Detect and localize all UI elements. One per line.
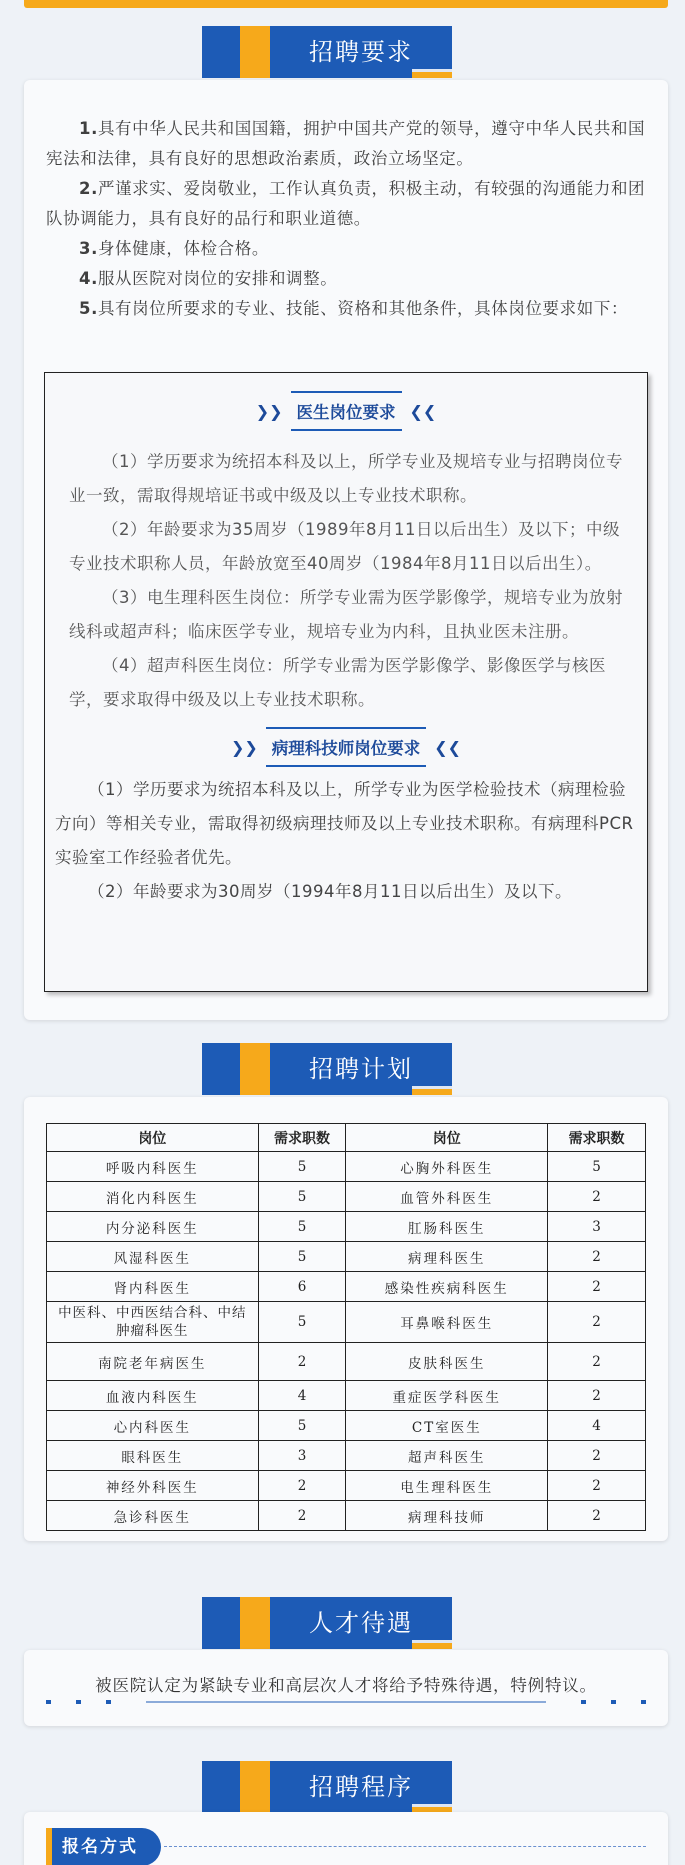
position-cell: 电生理科医生 bbox=[346, 1471, 548, 1501]
chevron-left-icon: ❮❮ bbox=[434, 737, 462, 757]
table-row bbox=[47, 1343, 646, 1381]
pathology-requirement: （2）年龄要求为30周岁（1994年8月11日以后出生）及以下。 bbox=[88, 882, 572, 901]
position-cell: CT室医生 bbox=[346, 1411, 548, 1441]
pathology-subtitle: ❯❯ 病理科技师岗位要求 ❮❮ bbox=[45, 727, 647, 767]
count-cell: 2 bbox=[548, 1302, 646, 1343]
position-cell: 急诊科医生 bbox=[47, 1501, 259, 1531]
count-cell: 2 bbox=[548, 1471, 646, 1501]
position-cell: 内分泌科医生 bbox=[47, 1212, 259, 1242]
position-cell: 南院老年病医生 bbox=[47, 1343, 259, 1381]
table-row bbox=[47, 1411, 646, 1441]
doctor-requirement: （2）年龄要求为35周岁（1989年8月11日以后出生）及以下；中级专业技术职称人员，年龄放宽至40周岁（1984年8月11日以后出生）。 bbox=[69, 520, 620, 573]
signup-label: 报名方式 bbox=[62, 1837, 138, 1857]
position-cell: 重症医学科医生 bbox=[346, 1381, 548, 1411]
requirement-item: 5.具有岗位所要求的专业、技能、资格和其他条件，具体岗位要求如下： bbox=[79, 299, 629, 318]
column-header: 需求职数 bbox=[258, 1124, 346, 1152]
table-row bbox=[47, 1381, 646, 1411]
position-cell: 心胸外科医生 bbox=[346, 1152, 548, 1182]
requirement-item: 4.服从医院对岗位的安排和调整。 bbox=[79, 269, 338, 288]
chevron-right-icon: ❯❯ bbox=[255, 401, 283, 421]
count-cell: 5 bbox=[258, 1411, 346, 1441]
table-row bbox=[47, 1212, 646, 1242]
count-cell: 2 bbox=[548, 1441, 646, 1471]
count-cell: 6 bbox=[258, 1272, 346, 1302]
table-header-row bbox=[47, 1124, 646, 1152]
position-cell: 肾内科医生 bbox=[47, 1272, 259, 1302]
table-row bbox=[47, 1441, 646, 1471]
table-row bbox=[47, 1302, 646, 1343]
position-cell: 皮肤科医生 bbox=[346, 1343, 548, 1381]
column-header: 需求职数 bbox=[548, 1124, 646, 1152]
requirements-card bbox=[24, 80, 668, 1020]
section-title: 人才待遇 bbox=[309, 1609, 413, 1637]
position-requirements-box bbox=[44, 372, 648, 992]
position-cell: 风湿科医生 bbox=[47, 1242, 259, 1272]
requirement-item: 1.具有中华人民共和国国籍，拥护中国共产党的领导，遵守中华人民共和国宪法和法律，具有良好的思想政治素质，政治立场坚定。 bbox=[46, 119, 646, 168]
decorative-dotted-line bbox=[46, 1700, 646, 1704]
table-row bbox=[47, 1182, 646, 1212]
section-header-talent bbox=[202, 1597, 452, 1649]
count-cell: 2 bbox=[258, 1501, 346, 1531]
count-cell: 2 bbox=[548, 1272, 646, 1302]
plan-table bbox=[46, 1123, 646, 1531]
position-cell: 中医科、中西医结合科、中结肿瘤科医生 bbox=[47, 1302, 259, 1343]
requirements-list bbox=[24, 80, 668, 324]
position-cell: 呼吸内科医生 bbox=[47, 1152, 259, 1182]
position-cell: 消化内科医生 bbox=[47, 1182, 259, 1212]
section-title: 招聘要求 bbox=[309, 38, 413, 66]
chevron-right-icon: ❯❯ bbox=[230, 737, 258, 757]
requirement-item: 3.身体健康，体检合格。 bbox=[79, 239, 269, 258]
position-cell: 血管外科医生 bbox=[346, 1182, 548, 1212]
chevron-left-icon: ❮❮ bbox=[409, 401, 437, 421]
talent-text: 被医院认定为紧缺专业和高层次人才将给予特殊待遇，特例特议。 bbox=[95, 1676, 597, 1695]
position-cell: 病理科技师 bbox=[346, 1501, 548, 1531]
table-row bbox=[47, 1471, 646, 1501]
section-header-plan bbox=[202, 1043, 452, 1095]
count-cell: 5 bbox=[258, 1302, 346, 1343]
section-header-requirements bbox=[202, 26, 452, 78]
count-cell: 4 bbox=[258, 1381, 346, 1411]
dashed-divider bbox=[164, 1846, 646, 1847]
table-row bbox=[47, 1152, 646, 1182]
talent-card bbox=[24, 1650, 668, 1726]
count-cell: 2 bbox=[548, 1501, 646, 1531]
count-cell: 4 bbox=[548, 1411, 646, 1441]
count-cell: 2 bbox=[258, 1343, 346, 1381]
doctor-requirement: （1）学历要求为统招本科及以上，所学专业及规培专业与招聘岗位专业一致，需取得规培证书或中级及以上专业技术职称。 bbox=[69, 452, 623, 505]
column-header: 岗位 bbox=[47, 1124, 259, 1152]
table-row bbox=[47, 1242, 646, 1272]
count-cell: 5 bbox=[258, 1182, 346, 1212]
count-cell: 5 bbox=[258, 1212, 346, 1242]
position-cell: 眼科医生 bbox=[47, 1441, 259, 1471]
section-title: 招聘程序 bbox=[309, 1773, 413, 1801]
position-cell: 神经外科医生 bbox=[47, 1471, 259, 1501]
signup-card bbox=[24, 1812, 668, 1865]
count-cell: 5 bbox=[258, 1152, 346, 1182]
table-row bbox=[47, 1272, 646, 1302]
count-cell: 2 bbox=[548, 1182, 646, 1212]
count-cell: 3 bbox=[548, 1212, 646, 1242]
position-cell: 超声科医生 bbox=[346, 1441, 548, 1471]
count-cell: 5 bbox=[258, 1242, 346, 1272]
position-cell: 耳鼻喉科医生 bbox=[346, 1302, 548, 1343]
count-cell: 5 bbox=[548, 1152, 646, 1182]
position-cell: 心内科医生 bbox=[47, 1411, 259, 1441]
column-header: 岗位 bbox=[346, 1124, 548, 1152]
count-cell: 2 bbox=[548, 1381, 646, 1411]
doctor-requirement: （4）超声科医生岗位：所学专业需为医学影像学、影像医学与核医学，要求取得中级及以上专业技术职称。 bbox=[69, 656, 606, 709]
table-row bbox=[47, 1501, 646, 1531]
signup-method-tag bbox=[46, 1828, 161, 1865]
position-cell: 肛肠科医生 bbox=[346, 1212, 548, 1242]
position-cell: 血液内科医生 bbox=[47, 1381, 259, 1411]
position-cell: 感染性疾病科医生 bbox=[346, 1272, 548, 1302]
count-cell: 3 bbox=[258, 1441, 346, 1471]
count-cell: 2 bbox=[548, 1242, 646, 1272]
section-header-procedure bbox=[202, 1761, 452, 1813]
top-accent-bar bbox=[24, 0, 668, 8]
count-cell: 2 bbox=[548, 1343, 646, 1381]
doctor-subtitle: ❯❯ 医生岗位要求 ❮❮ bbox=[45, 391, 647, 431]
requirement-item: 2.严谨求实、爱岗敬业，工作认真负责，积极主动，有较强的沟通能力和团队协调能力，具有良好的品行和职业道德。 bbox=[46, 179, 646, 228]
doctor-requirement: （3）电生理科医生岗位：所学专业需为医学影像学，规培专业为放射线科或超声科；临床医学专业，规培专业为内科，且执业医未注册。 bbox=[69, 588, 623, 641]
position-cell: 病理科医生 bbox=[346, 1242, 548, 1272]
count-cell: 2 bbox=[258, 1471, 346, 1501]
plan-card bbox=[24, 1097, 668, 1541]
section-title: 招聘计划 bbox=[309, 1055, 413, 1083]
pathology-requirement: （1）学历要求为统招本科及以上，所学专业为医学检验技术（病理检验方向）等相关专业，需取得初级病理技师及以上专业技术职称。有病理科PCR实验室工作经验者优先。 bbox=[55, 780, 634, 867]
